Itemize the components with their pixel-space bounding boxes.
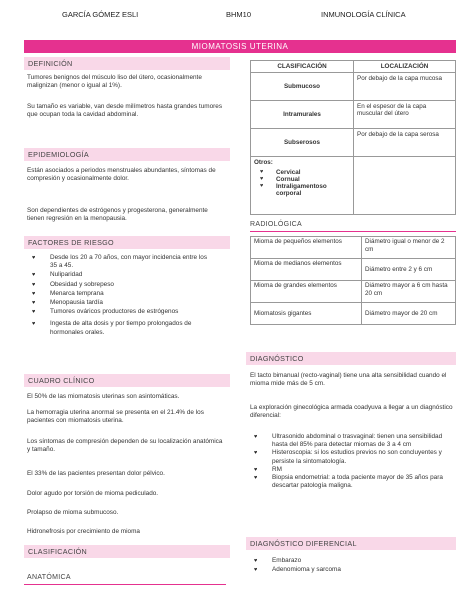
divider (250, 231, 456, 232)
clinico-text-2: La hemorragia uterina anormal se presenta en el 21.4% de los pacientes con miomatosis uterina. (27, 409, 204, 425)
section-epidemiologia: EPIDEMIOLOGÍA (24, 148, 230, 161)
diagnostic-list (246, 433, 448, 490)
list-item: ♥ Biopsia endometrial: a toda paciente mayor de 35 años para descartar patología maligna. (246, 474, 448, 490)
clinico-text-7: Hidronefrosis por crecimiento de mioma (27, 528, 140, 535)
list-item: ♥ Cornual (260, 176, 300, 183)
list-item: ♥ Obesidad y sobrepeso (24, 281, 214, 289)
table-cell (354, 157, 456, 215)
list-item: ♥ Menopausia tardía (24, 299, 214, 307)
diagnostico-text-2: La exploración ginecológica armada coadyuva a llegar a un diagnóstico diferencial: (250, 404, 453, 420)
group-code: BHM10 (226, 10, 252, 19)
section-definicion: DEFINICIÓN (24, 57, 230, 70)
section-diagnostico: DIAGNÓSTICO (246, 352, 456, 365)
list-item: ♥ Ultrasonido abdominal o trasvaginal: tienen una sensibilidad hasta del 85% para detectar miomas de 3 a 4 cm (246, 433, 448, 449)
definicion-text-2: Su tamaño es variable, van desde milímetros hasta grandes tumores que ocupan toda la cavidad abdominal. (27, 103, 223, 119)
table-cell: Diámetro entre 2 y 6 cm (362, 259, 456, 281)
classification-table (250, 60, 456, 215)
subsection-radiologica: RADIOLÓGICA (250, 221, 302, 228)
section-diagnostico-diferencial: DIAGNÓSTICO DIFERENCIAL (246, 537, 456, 550)
list-item: ♥ RM (246, 466, 448, 474)
list-item: ♥ Desde los 20 a 70 años, con mayor incidencia entre los 35 a 45. (24, 254, 214, 270)
page-header (0, 8, 474, 22)
clinico-text-4: El 33% de las pacientes presentan dolor pélvico. (27, 470, 165, 477)
table-cell-otros (251, 157, 354, 215)
table-cell: Por debajo de la capa serosa (354, 129, 456, 157)
table-header: LOCALIZACIÓN (354, 61, 456, 73)
table-cell: Mioma de pequeños elementos (251, 237, 362, 259)
table-cell: Miomatosis gigantes (251, 303, 362, 325)
table-cell: En el espesor de la capa muscular del útero (354, 101, 456, 129)
section-clasificacion: CLASIFICACIÓN (24, 545, 230, 558)
diagnostico-text-1: El tacto bimanual (recto-vaginal) tiene una alta sensibilidad cuando el mioma mide más de 5 cm. (250, 372, 447, 388)
table-cell: Subserosos (251, 129, 354, 157)
table-cell: Diámetro mayor de 20 cm (362, 303, 456, 325)
epidemiologia-text-1: Están asociados a periodos menstruales abundantes, síntomas de compresión y ocasionalmente dolor. (27, 167, 216, 183)
section-factores-riesgo: FACTORES DE RIESGO (24, 236, 230, 249)
clinico-text-3: Los síntomas de compresión dependen de su localización anatómica y tamaño. (27, 438, 223, 454)
list-item: ♥ Nuliparidad (24, 271, 214, 279)
section-cuadro-clinico: CUADRO CLÍNICO (24, 374, 230, 387)
table-cell: Diámetro igual o menor de 2 cm (362, 237, 456, 259)
subject-name: INMUNOLOGÍA CLÍNICA (321, 10, 406, 19)
epidemiologia-text-2: Son dependientes de estrógenos y progesterona, generalmente tienen regresión en la menopausia. (27, 207, 208, 223)
author-name: GARCÍA GÓMEZ ESLI (62, 10, 139, 19)
risk-factors-list (24, 254, 214, 337)
list-item: ♥ Histeroscopia: si los estudios previos no son concluyentes y persiste la sintomatología. (246, 449, 448, 465)
divider (24, 584, 226, 585)
table-cell: Por debajo de la capa mucosa (354, 73, 456, 101)
table-cell: Submucoso (251, 73, 354, 101)
table-cell: Mioma de grandes elementos (251, 281, 362, 303)
radiologic-table (250, 236, 456, 325)
table-cell: Intramurales (251, 101, 354, 129)
list-item: ♥ Ingesta de alta dosis y por tiempo prolongados de hormonales orales. (24, 320, 214, 336)
title-banner: MIOMATOSIS UTERINA (24, 40, 456, 53)
otros-label: Otros: (254, 159, 273, 166)
table-cell: Diámetro mayor a 6 cm hasta 20 cm (362, 281, 456, 303)
table-header: CLASIFICACIÓN (251, 61, 354, 73)
clinico-text-1: El 50% de las miomatosis uterinas son asintomáticas. (27, 393, 180, 400)
subsection-anatomica: ANATÓMICA (27, 574, 71, 581)
list-item: ♥ Tumores ováricos productores de estrógenos (24, 308, 214, 316)
list-item: ♥ Embarazo (246, 557, 448, 565)
list-item: ♥ Intraligamentoso corporal (260, 183, 327, 197)
table-cell: Mioma de medianos elementos (251, 259, 362, 281)
list-item: ♥ Menarca temprana (24, 290, 214, 298)
clinico-text-5: Dolor agudo por torsión de mioma pediculado. (27, 490, 159, 497)
list-item: ♥ Cervical (260, 169, 301, 176)
clinico-text-6: Prolapso de mioma submucoso. (27, 509, 119, 516)
differential-list (246, 557, 448, 574)
list-item: ♥ Adenomioma y sarcoma (246, 566, 448, 574)
definicion-text-1: Tumores benignos del músculo liso del útero, ocasionalmente malignizan (menor o igual al 1%). (27, 74, 202, 90)
